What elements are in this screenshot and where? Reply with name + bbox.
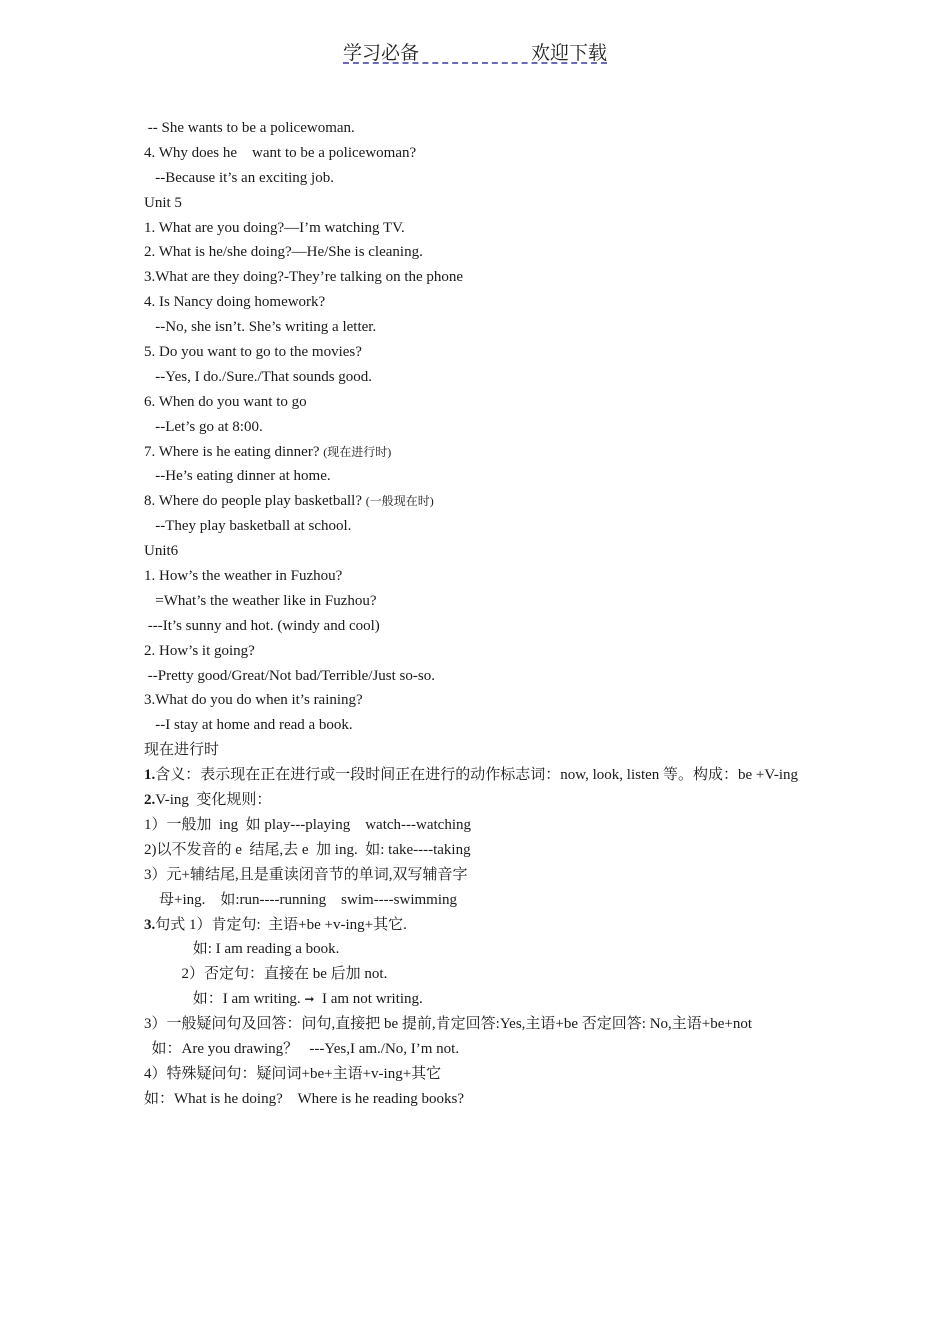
text-line: --He’s eating dinner at home. [144, 468, 331, 485]
text-line: =What’s the weather like in Fuzhou? [144, 592, 377, 609]
text-fragment: 句式 1）肯定句: 主语+be +v-ing+其它. [155, 916, 407, 933]
text-line [144, 763, 814, 788]
text-line: --I stay at home and read a book. [144, 717, 353, 734]
text-line: --They play basketball at school. [144, 518, 352, 535]
text-fragment: 含义：表示现在正在进行或一段时间正在进行的动作标志词：now, look, listen 等。构成：be +V-ing [155, 767, 799, 784]
text-line: 如：Are you drawing？ ---Yes,I am./No, I’m not. [144, 1040, 460, 1057]
item-number: 1. [144, 767, 156, 784]
text-line: 5. Do you want to go to the movies? [144, 344, 362, 361]
text-line: 1. How’s the weather in Fuzhou? [144, 568, 343, 585]
text-line: 4）特殊疑问句：疑问词+be+主语+v-ing+其它 [144, 1065, 442, 1082]
text-fragment: 7. Where is he eating dinner? [144, 443, 324, 460]
text-line: 2. What is he/she doing?—He/She is cleaning. [144, 244, 423, 261]
text-fragment: I am not writing. [314, 991, 423, 1008]
text-line: 1. What are you doing?—I’m watching TV. [144, 219, 405, 236]
text-line: 3）一般疑问句及回答：问句,直接把 be 提前,肯定回答:Yes,主语+be 否定回答: No,主语+be+not [144, 1016, 753, 1033]
text-line: 3.What are they doing?-They’re talking on the phone [144, 269, 464, 286]
text-line: --Yes, I do./Sure./That sounds good. [144, 368, 373, 385]
text-line: --Pretty good/Great/Not bad/Terrible/Just so-so. [144, 667, 435, 684]
text-line [144, 489, 814, 514]
text-line: 1）一般加 ing 如 play---playing watch---watching [144, 816, 472, 833]
text-line: --Because it’s an exciting job. [144, 169, 334, 186]
item-number: 2. [144, 792, 156, 809]
text-fragment: V-ing 变化规则： [155, 792, 272, 809]
tense-note: (现在进行时) [323, 444, 392, 459]
text-line [144, 788, 814, 813]
text-line: 3.What do you do when it’s raining? [144, 692, 363, 709]
text-line: 如: I am reading a book. [144, 941, 340, 958]
section-heading-unit-5: Unit 5 [144, 194, 182, 211]
section-heading-unit-6: Unit6 [144, 543, 179, 560]
text-line: 6. When do you want to go [144, 393, 307, 410]
text-line: -- She wants to be a policewoman. [144, 120, 355, 136]
header-left-text: 学习必备 [343, 43, 420, 64]
text-line: 2）否定句：直接在 be 后加 not. [144, 966, 388, 983]
document-body [144, 116, 814, 1112]
text-line: ---It’s sunny and hot. (windy and cool) [144, 617, 380, 634]
item-number: 3. [144, 916, 156, 933]
text-line [144, 987, 814, 1012]
text-fragment: 8. Where do people play basketball? [144, 493, 366, 510]
section-heading-present-continuous: 现在进行时 [144, 742, 220, 759]
text-line: 母+ing. 如:run----running swim----swimming [144, 891, 458, 908]
text-line: 如：What is he doing? Where is he reading books? [144, 1090, 465, 1107]
text-line: --No, she isn’t. She’s writing a letter. [144, 319, 377, 336]
page-header [343, 38, 607, 64]
text-line: --Let’s go at 8:00. [144, 418, 263, 435]
text-line: 2. How’s it going? [144, 642, 255, 659]
text-line [144, 440, 814, 465]
text-line: 3）元+辅结尾,且是重读闭音节的单词,双写辅音字 [144, 866, 468, 883]
text-fragment: 如：I am writing. [144, 991, 305, 1008]
text-line [144, 913, 814, 938]
arrow-right-icon: ➞ [304, 992, 315, 1007]
text-line: 4. Why does he want to be a policewoman? [144, 144, 417, 161]
text-line: 4. Is Nancy doing homework? [144, 294, 326, 311]
tense-note: (一般现在时) [365, 494, 434, 509]
text-line: 2)以不发音的 e 结尾,去 e 加 ing. 如: take----taking [144, 841, 471, 858]
header-right-text: 欢迎下载 [530, 43, 607, 64]
header-dashed-rule [343, 62, 607, 64]
